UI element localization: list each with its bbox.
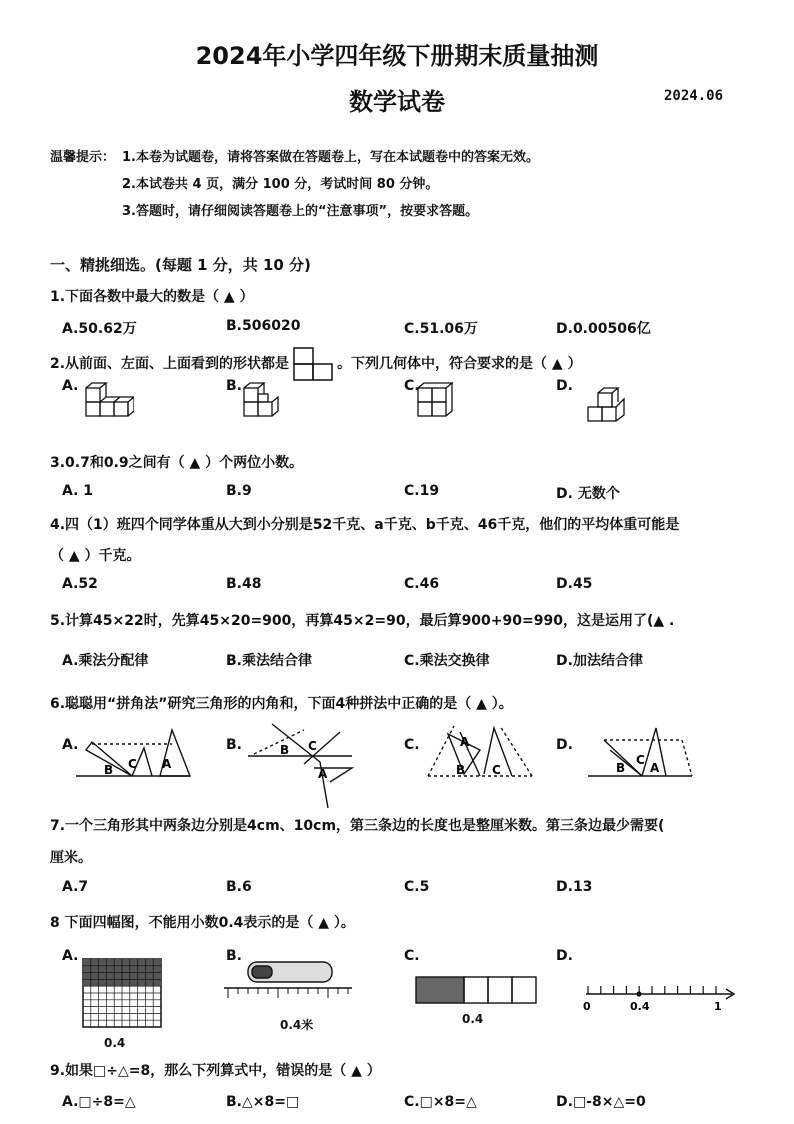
option-b: B.△×8=□: [226, 1094, 300, 1110]
option-d: D.13: [556, 879, 593, 895]
exam-title: 2024年小学四年级下册期末质量抽测: [195, 42, 599, 70]
number-line-label-0: 0: [583, 1000, 591, 1013]
option-b: B.6: [226, 879, 252, 895]
question-6: 6.聪聪用“拼角法”研究三角形的内角和，下面4种拼法中正确的是（ ▲ ）。: [50, 696, 513, 712]
angle-label-b: B: [456, 763, 466, 777]
question-2-text-before: 2.从前面、左面、上面看到的形状都是: [50, 356, 290, 372]
option-a: A.□÷8=△: [62, 1094, 136, 1110]
question-1: 1.下面各数中最大的数是（ ▲ ）: [50, 289, 254, 305]
grid-figure-a: [82, 958, 164, 1030]
question-2-text-after: 。下列几何体中，符合要求的是（ ▲ ）: [337, 356, 582, 372]
question-2: [50, 347, 582, 381]
option-c: C.□×8=△: [404, 1094, 477, 1110]
option-b: B.48: [226, 576, 262, 592]
section-title: 一、精挑细选。(每题 1 分，共 10 分): [50, 256, 311, 274]
caption-a: 0.4: [104, 1036, 126, 1050]
tip-item: 2.本试卷共 4 页，满分 100 分，考试时间 80 分钟。: [122, 177, 439, 192]
option-d: D.□-8×△=0: [556, 1094, 646, 1110]
option-c: C.51.06万: [404, 321, 478, 337]
number-line-figure-d: [582, 982, 738, 1016]
angle-label-a: A: [650, 761, 660, 775]
cube-figure-c: [414, 380, 466, 424]
angle-label-a: A: [162, 757, 172, 771]
bar-figure-c: [414, 975, 544, 1007]
angle-label-c: C: [636, 753, 645, 767]
caption-b: 0.4米: [280, 1018, 314, 1032]
option-a: A.: [62, 948, 79, 964]
cube-figure-d: [584, 385, 636, 429]
question-9: 9.如果□÷△=8，那么下列算式中，错误的是（ ▲ ）: [50, 1063, 381, 1079]
angle-label-c: C: [492, 763, 501, 777]
option-c: C.: [404, 737, 420, 753]
option-c: C.: [404, 948, 420, 964]
option-b: B.: [226, 948, 242, 964]
angle-label-a: A: [460, 735, 470, 749]
view-shape-figure: [293, 347, 333, 381]
number-line-label-04: 0.4: [630, 1000, 650, 1013]
option-d: D.45: [556, 576, 593, 592]
question-4: 4.四（1）班四个同学体重从大到小分别是52千克、a千克、b千克、46千克，他们的平均体重可能是: [50, 517, 680, 533]
option-a: A.: [62, 378, 79, 394]
cube-figure-b: [240, 380, 292, 424]
option-c: C.乘法交换律: [404, 653, 490, 669]
option-c: C.: [404, 378, 420, 394]
angle-label-b: B: [104, 763, 114, 777]
question-4-line2: （ ▲ ）千克。: [50, 548, 141, 564]
angle-label-c: C: [128, 757, 137, 771]
option-a: A. 1: [62, 483, 94, 499]
tip-item: 3.答题时，请仔细阅读答题卷上的“注意事项”，按要求答题。: [122, 204, 479, 219]
tips-label: 温馨提示：: [50, 150, 116, 165]
option-a: A.50.62万: [62, 321, 137, 337]
angle-figure-b: [244, 720, 356, 810]
option-a: A.52: [62, 576, 98, 592]
question-5: 5.计算45×22时，先算45×20=900，再算45×2=90，最后算900+90=990，这是运用了(▲ .: [50, 613, 675, 629]
option-d: D.加法结合律: [556, 653, 643, 669]
caption-c: 0.4: [462, 1012, 484, 1026]
option-a: A.7: [62, 879, 89, 895]
tip-item: 1.本卷为试题卷，请将答案做在答题卷上，写在本试题卷中的答案无效。: [122, 150, 539, 165]
option-d: D.: [556, 948, 573, 964]
option-a: A.: [62, 737, 79, 753]
option-b: B.: [226, 737, 242, 753]
question-8: 8 下面四幅图，不能用小数0.4表示的是（ ▲ ）。: [50, 915, 355, 931]
tips-block: [50, 146, 539, 227]
question-7: 7.一个三角形其中两条边分别是4cm、10cm，第三条边的长度也是整厘米数。第三条边最少需要(: [50, 818, 665, 834]
number-line-label-1: 1: [714, 1000, 722, 1013]
question-7-line2: 厘米。: [50, 850, 92, 866]
option-d: D.: [556, 737, 573, 753]
option-c: C.46: [404, 576, 440, 592]
angle-label-b: B: [616, 761, 626, 775]
option-c: C.19: [404, 483, 440, 499]
option-b: B.: [226, 378, 242, 394]
option-b: B.506020: [226, 318, 301, 334]
angle-figure-a: [72, 722, 194, 782]
exam-subtitle: 数学试卷: [349, 88, 445, 116]
ruler-pin-figure-b: [222, 958, 354, 1008]
cube-figure-a: [82, 380, 134, 424]
option-b: B.9: [226, 483, 252, 499]
angle-label-b: B: [280, 743, 290, 757]
option-d: D.0.00506亿: [556, 321, 651, 337]
angle-label-c: C: [308, 739, 317, 753]
angle-label-a: A: [318, 767, 328, 781]
option-b: B.乘法结合律: [226, 653, 312, 669]
option-a: A.乘法分配律: [62, 653, 149, 669]
exam-date: 2024.06: [664, 88, 724, 104]
question-3: 3.0.7和0.9之间有（ ▲ ）个两位小数。: [50, 455, 304, 471]
angle-figure-c: [424, 720, 536, 782]
angle-figure-d: [584, 720, 696, 782]
option-d: D. 无数个: [556, 486, 620, 502]
option-c: C.5: [404, 879, 430, 895]
option-d: D.: [556, 378, 573, 394]
